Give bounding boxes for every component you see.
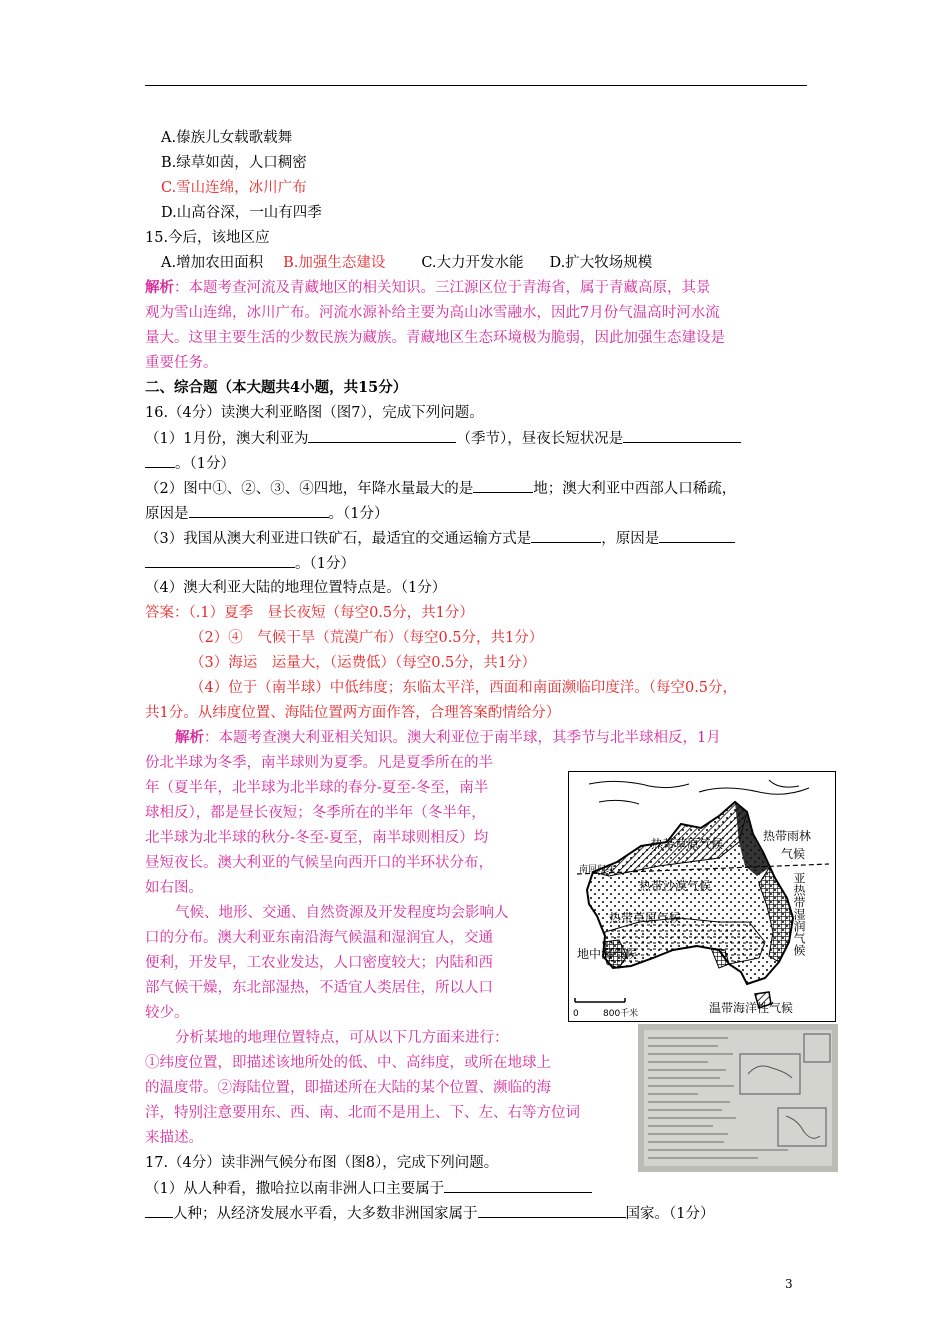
analysis2-line-16: 洋，特别注意要用东、西、南、北而不是用上、下、左、右等方位词 bbox=[145, 1105, 580, 1121]
q16-part4: （4）澳大利亚大陆的地理位置特点是。（1分） bbox=[145, 580, 447, 596]
q16-part3-line2 bbox=[145, 553, 355, 574]
analysis2-line-4: 球相反），都是昼长夜短；冬季所在的半年（冬半年， bbox=[145, 805, 486, 821]
analysis1-line-2: 观为雪山连绵，冰川广布。河流水源补给主要为高山冰雪融水，因此7月份气温高时河水流 bbox=[145, 305, 720, 321]
answer16-line-2: （2）④ 气候干旱（荒漠广布）（每空0.5分，共1分） bbox=[190, 630, 544, 646]
q17-part1-text-b: 人种；从经济发展水平看，大多数非洲国家属于 bbox=[173, 1206, 478, 1222]
answer-blank[interactable] bbox=[478, 1203, 626, 1218]
q17-part1-text-a: （1）从人种看，撒哈拉以南非洲人口主要属于 bbox=[145, 1181, 445, 1197]
header-rule bbox=[145, 85, 807, 86]
q14-option-a: A.傣族儿女载歌载舞 bbox=[161, 130, 293, 146]
analysis2-line-3: 年（夏半年，北半球为北半球的春分-夏至-冬至，南半 bbox=[145, 780, 489, 796]
q16-part2-text-b: 地；澳大利亚中西部人口稀疏， bbox=[533, 481, 737, 497]
q16-part2-text-a: （2）图中①、②、③、④四地，年降水量最大的是 bbox=[145, 481, 474, 497]
q16-part1-text-b: （季节），昼夜长短状况是 bbox=[456, 431, 624, 447]
map-label-savanna-north: 热带草原气候 bbox=[651, 837, 724, 851]
analysis2-line-9: 口的分布。澳大利亚东南沿海气候温和湿润宜人，交通 bbox=[145, 930, 493, 946]
q16-part2-line1 bbox=[145, 478, 736, 499]
analysis2-line-6: 昼短夜长。澳大利亚的气候呈向西开口的半环状分布， bbox=[145, 855, 493, 871]
answer-blank[interactable] bbox=[145, 553, 295, 568]
answer-blank[interactable] bbox=[308, 428, 456, 443]
australia-map-graphic bbox=[569, 772, 835, 1021]
analysis2-line-11: 部气候干燥，东北部湿热，不适宜人类居住，所以人口 bbox=[145, 980, 493, 996]
q15-option-b: B.加强生态建设 bbox=[283, 255, 386, 271]
q17-part1-line1 bbox=[145, 1178, 592, 1199]
q17-part1-text-c: 国家。（1分） bbox=[625, 1206, 715, 1222]
analysis1-label: 解析 bbox=[145, 279, 174, 296]
analysis2-line-14: ①纬度位置，即描述该地所处的低、中、高纬度，或所在地球上 bbox=[145, 1055, 551, 1071]
q14-option-b: B.绿草如茵，人口稠密 bbox=[161, 155, 307, 171]
q16-part1-text-c: 。（1分） bbox=[175, 456, 235, 472]
answer-blank[interactable] bbox=[444, 1178, 592, 1193]
q15-option-a: A.增加农田面积 bbox=[161, 255, 264, 271]
answer-blank[interactable] bbox=[473, 478, 533, 493]
q16-part3-text-a: （3）我国从澳大利亚进口铁矿石，最适宜的交通运输方式是 bbox=[145, 531, 532, 547]
q16-part2-line2 bbox=[145, 503, 388, 524]
page-number: 3 bbox=[785, 1277, 793, 1291]
analysis2-line-15: 的温度带。②海陆位置，即描述所在大陆的某个位置、濒临的海 bbox=[145, 1080, 551, 1096]
q16-stem: 16.（4分）读澳大利亚略图（图7），完成下列问题。 bbox=[145, 405, 484, 421]
map-label-rainforest: 热带雨林 bbox=[763, 829, 812, 843]
map-label-mediterranean: 地中海气候 bbox=[577, 947, 638, 961]
answer-blank[interactable] bbox=[531, 528, 601, 543]
analysis2-line-13: 分析某地的地理位置特点，可从以下几方面来进行： bbox=[175, 1030, 509, 1046]
q15-stem: 15.今后，该地区应 bbox=[145, 230, 270, 246]
answer16-line-3: （3）海运 运量大，（运费低）（每空0.5分，共1分） bbox=[190, 655, 537, 671]
answer-blank[interactable] bbox=[623, 428, 741, 443]
analysis2-line-2: 份北半球为冬季，南半球则为夏季。凡是夏季所在的半 bbox=[145, 755, 493, 771]
q14-option-c: C.雪山连绵，冰川广布 bbox=[161, 180, 307, 196]
analysis1-text-1: ：本题考查河流及青藏地区的相关知识。三江源区位于青海省，属于青藏高原，其景 bbox=[174, 280, 711, 296]
map-label-rainforest-2: 气候 bbox=[781, 847, 806, 861]
analysis1-line-4: 重要任务。 bbox=[145, 355, 218, 371]
analysis2-line-12: 较少。 bbox=[145, 1005, 189, 1021]
map-label-grassland-south: 热带草原气候 bbox=[609, 911, 682, 925]
answer16-line-5: 共1分。从纬度位置、海陆位置两方面作答，合理答案酌情给分） bbox=[145, 705, 561, 721]
exam-paper-photo-graphic bbox=[638, 1024, 838, 1172]
section-2-title: 二、综合题（本大题共4小题，共15分） bbox=[145, 379, 408, 396]
map-label-desert: 热带沙漠气候 bbox=[639, 879, 712, 893]
analysis2-line-17: 来描述。 bbox=[145, 1130, 203, 1146]
map-label-humid: 亚热带湿润气候 bbox=[792, 872, 806, 956]
answer-blank[interactable] bbox=[189, 503, 329, 518]
analysis2-line-8: 气候、地形、交通、自然资源及开发程度均会影响人 bbox=[175, 905, 509, 921]
q16-part2-text-c: 原因是 bbox=[145, 506, 189, 522]
q16-part1-text-a: （1）1月份，澳大利亚为 bbox=[145, 431, 309, 447]
australia-climate-map bbox=[568, 771, 836, 1022]
map-scale-label: 800千米 bbox=[603, 1009, 639, 1019]
analysis2-line-5: 北半球为北半球的秋分-冬至-夏至，南半球则相反）均 bbox=[145, 830, 489, 846]
q14-option-d: D.山高谷深，一山有四季 bbox=[161, 205, 322, 221]
analysis2-text-1: ：本题考查澳大利亚相关知识。澳大利亚位于南半球，其季节与北半球相反，1月 bbox=[204, 730, 721, 746]
answer-blank[interactable] bbox=[145, 453, 175, 468]
q16-part2-text-d: 。（1分） bbox=[328, 506, 389, 522]
answer16-line-1: 答案：（.1）夏季 昼长夜短（每空0.5分，共1分） bbox=[145, 605, 474, 621]
analysis2-line-1 bbox=[175, 728, 721, 748]
analysis2-line-10: 便利，开发早，工农业发达，人口密度较大；内陆和西 bbox=[145, 955, 493, 971]
analysis1-line-1 bbox=[145, 278, 711, 298]
map-label-tropic: 南回归线 bbox=[579, 865, 616, 875]
q15-options bbox=[161, 253, 652, 273]
analysis2-label: 解析 bbox=[175, 729, 204, 746]
q15-option-d: D.扩大牧场规模 bbox=[549, 255, 653, 271]
q16-part3-text-c: 。（1分） bbox=[295, 556, 355, 572]
map-scale-zero: 0 bbox=[573, 1009, 579, 1019]
analysis2-line-7: 如右图。 bbox=[145, 880, 203, 896]
map-label-oceanic: 温带海洋性气候 bbox=[709, 1001, 794, 1015]
answer-blank[interactable] bbox=[659, 528, 735, 543]
q15-option-c: C.大力开发水能 bbox=[421, 255, 524, 271]
q17-stem: 17.（4分）读非洲气候分布图（图8），完成下列问题。 bbox=[145, 1155, 499, 1171]
q16-part1-line1 bbox=[145, 428, 741, 449]
analysis1-line-3: 量大。这里主要生活的少数民族为藏族。青藏地区生态环境极为脆弱，因此加强生态建设是 bbox=[145, 330, 725, 346]
q16-part1-line2 bbox=[145, 453, 235, 474]
q16-part3-text-b: ，原因是 bbox=[601, 531, 660, 547]
answer-blank[interactable] bbox=[145, 1203, 173, 1218]
exam-paper-photo bbox=[638, 1024, 838, 1172]
q17-part1-line2 bbox=[145, 1203, 714, 1224]
q16-part3-line1 bbox=[145, 528, 735, 549]
answer16-line-4: （4）位于（南半球）中低纬度；东临太平洋，西面和南面濒临印度洋。（每空0.5分， bbox=[190, 680, 738, 696]
